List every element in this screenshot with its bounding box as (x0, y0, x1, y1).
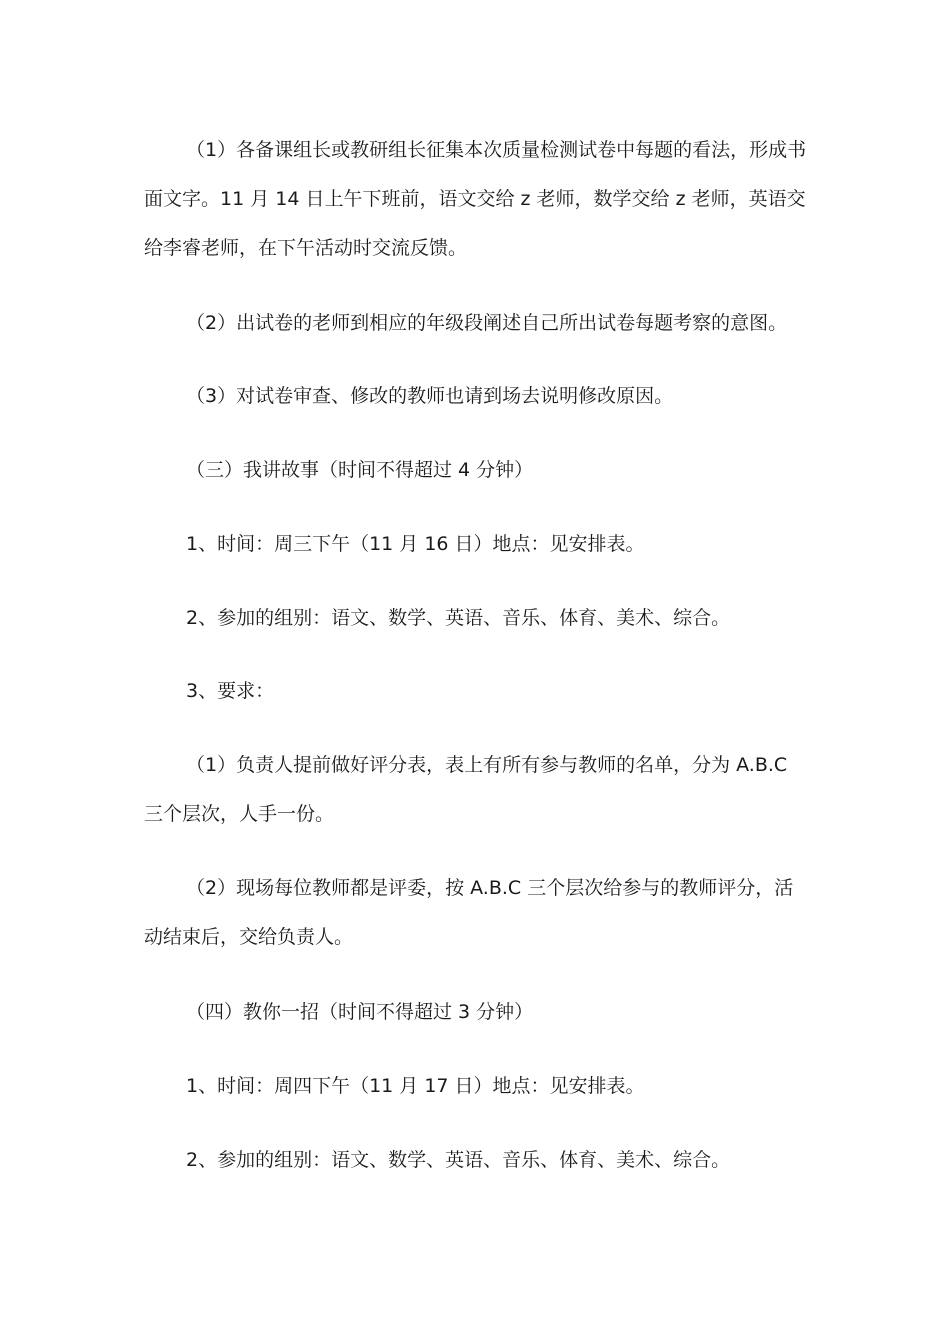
paragraph-req-2: （2）现场每位教师都是评委，按 A.B.C 三个层次给参与的教师评分，活动结束后，交给负责人。 (144, 877, 794, 948)
paragraph-groups-2: 2、参加的组别：语文、数学、英语、音乐、体育、美术、综合。 (186, 1149, 731, 1171)
paragraph-groups: 2、参加的组别：语文、数学、英语、音乐、体育、美术、综合。 (186, 607, 731, 629)
section-heading-4: （四）教你一招（时间不得超过 3 分钟） (186, 1001, 534, 1023)
paragraph-time-2: 1、时间：周四下午（11 月 17 日）地点：见安排表。 (186, 1075, 645, 1097)
section-heading-3: （三）我讲故事（时间不得超过 4 分钟） (186, 459, 534, 481)
paragraph-requirements: 3、要求： (186, 680, 275, 702)
paragraph-1: （1）各备课组长或教研组长征集本次质量检测试卷中每题的看法，形成书面文字。11 月 14 日上午下班前，语文交给 z 老师，数学交给 z 老师，英语交给李睿老师，在下午活动时交流反馈。 (144, 139, 807, 259)
paragraph-req-1: （1）负责人提前做好评分表，表上有所有参与教师的名单，分为 A.B.C 三个层次，人手一份。 (144, 754, 788, 825)
paragraph-time: 1、时间：周三下午（11 月 16 日）地点：见安排表。 (186, 533, 645, 555)
paragraph-2: （2）出试卷的老师到相应的年级段阐述自己所出试卷每题考察的意图。 (186, 312, 788, 334)
paragraph-3: （3）对试卷审查、修改的教师也请到场去说明修改原因。 (186, 385, 674, 407)
